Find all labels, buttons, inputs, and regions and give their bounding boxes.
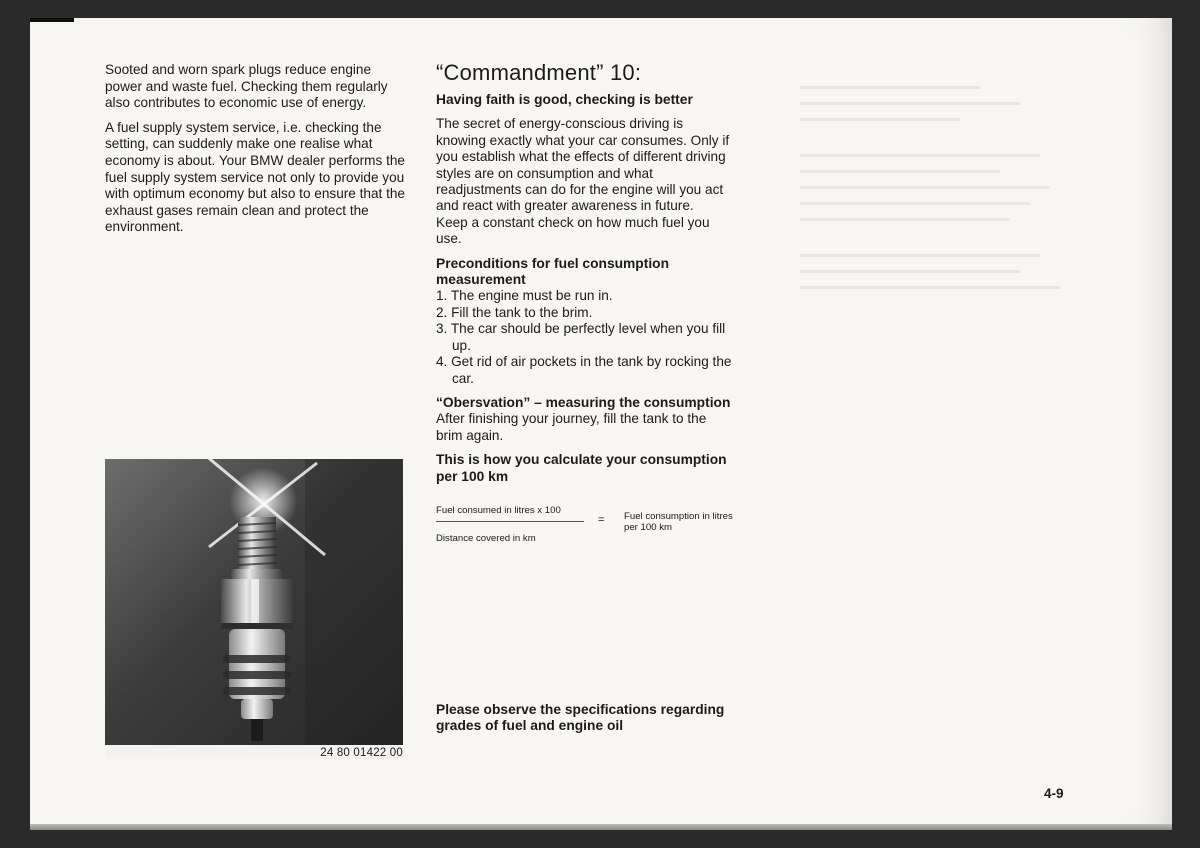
spark-plug-image [105,459,403,759]
list-item: 4. Get rid of air pockets in the tank by rocking the car. [436,354,732,386]
observation-text: After finishing your journey, fill the tank to the brim again. [436,411,707,443]
equals-sign: = [598,513,605,526]
fraction-line [436,521,584,522]
formula-numerator: Fuel consumed in litres x 100 [436,504,561,516]
list-item: 2. Fill the tank to the brim. [436,304,593,320]
fuel-service-paragraph: A fuel supply system service, i.e. checking the setting, can suddenly make one realise what economy is about. Your BMW dealer performs the fuel supply system service not only to provide you with optimum economy but also to ensure that the exhaust gases remain clean and protect the environment. [105,119,405,235]
formula-denominator: Distance covered in km [436,532,536,544]
manual-page [30,18,1172,830]
specifications-note: Please observe the specifications regarding grades of fuel and engine oil [436,702,725,734]
show-through-text [770,58,1100,778]
preconditions-heading: Preconditions for fuel consumption measurement [436,255,670,288]
list-item: 1. The engine must be run in. [436,288,613,304]
intro-paragraph: The secret of energy-conscious driving is knowing exactly what your car consumes. Only if you establish what the effects of different driving styles are on consumption and what readjustments can do for the engine will you act and react with greater awareness in future. [436,116,730,214]
page-bottom-edge [30,824,1172,830]
figure-reference-number: 24 80 01422 00 [320,747,403,759]
spark-plug-photo [105,459,403,759]
consumption-formula [436,505,736,565]
calculate-heading: This is how you calculate your consumption per 100 km [436,452,727,484]
intro-paragraph-2: Keep a constant check on how much fuel you use. [436,214,710,247]
left-column [105,62,405,236]
main-column [436,60,736,565]
formula-result: Fuel consumption in litres per 100 km [624,510,733,533]
observation-heading: “Obersvation” – measuring the consumption [436,394,731,410]
spark-plug-paragraph: Sooted and worn spark plugs reduce engine power and waste fuel. Checking them regularly also contributes to economic use of energy. [105,62,388,111]
subtitle: Having faith is good, checking is better [436,92,693,107]
page-title: “Commandment” 10: [436,60,642,85]
list-item: 3. The car should be perfectly level when you fill up. [436,321,726,353]
preconditions-list [436,288,736,386]
page-number: 4-9 [1044,786,1064,801]
page-corner-mark [30,18,74,22]
